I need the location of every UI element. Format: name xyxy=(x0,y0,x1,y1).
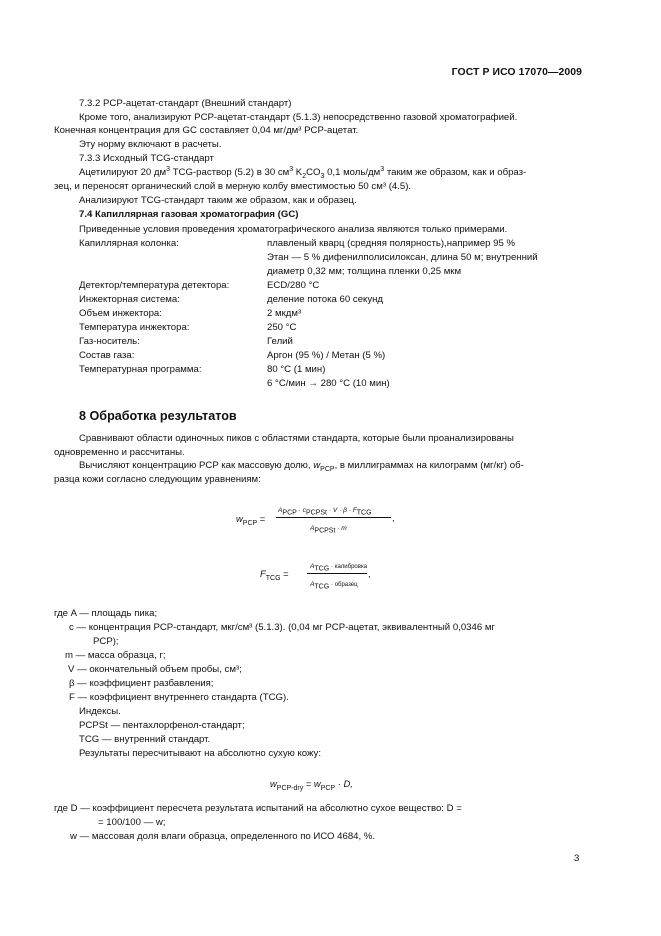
formula-1-denominator: $A_{PCPSt} \cdot m$ xyxy=(310,525,347,535)
def-c-line1: c — концентрация PCP-стандарт, мкг/см³ (5.1.3). (0,04 мг PCP-ацетат, эквивалентный 0,0346 мг xyxy=(69,622,495,633)
def-d-line1: где D — коэффициент пересчета результата испытаний на абсолютно сухое вещество: D = xyxy=(54,803,462,814)
section-8-para1-line2: одновременно и рассчитаны. xyxy=(54,447,185,458)
section-7-3-3-para1-line2: зец, и переносят органический слой в мерную колбу вместимостью 50 см³ (4.5). xyxy=(54,181,412,192)
indices-label: Индексы. xyxy=(79,706,121,717)
spec-label-injector-system: Инжекторная система: xyxy=(79,294,180,305)
spec-label-column: Капиллярная колонка: xyxy=(79,238,179,249)
spec-value-injector-temp: 250 °C xyxy=(267,322,297,333)
section-7-3-3-title: 7.3.3 Исходный TCG-стандарт xyxy=(79,153,214,164)
spec-value-detector: ECD/280 °C xyxy=(267,280,320,291)
spec-value-temp-program-cont: 6 °C/мин → 280 °C (10 мин) xyxy=(267,378,390,389)
def-tcg: TCG — внутренний стандарт. xyxy=(79,734,211,745)
section-7-3-3-para1-line1: Ацетилируют 20 $дм^3$ TCG-раствор (5.2) в 30 $см^3$ $K_2CO_3$ 0,1 моль/$дм^3$ таким же образом, как и образ- xyxy=(79,165,527,180)
formula-1-numerator: $A_{PCP} \cdot c_{PCPSt} \cdot V \cdot \beta \cdot F_{TCG}$ xyxy=(278,507,372,517)
formula-2-lhs: $F_{TCG}$ = xyxy=(260,568,289,582)
page-number: 3 xyxy=(574,853,580,864)
formula-1-fraction-bar xyxy=(276,517,391,518)
formula-1-comma: , xyxy=(392,512,395,523)
def-d-line2: = 100/100 — w; xyxy=(98,817,166,828)
document-header: ГОСТ Р ИСО 17070—2009 xyxy=(451,67,582,78)
spec-label-injector-temp: Температура инжектора: xyxy=(79,322,190,333)
formula-2-comma: , xyxy=(368,568,371,579)
spec-value-column-cont1: Этан — 5 % дифенилполисилоксан, длина 50 м; внутренний xyxy=(267,252,538,263)
section-7-3-2-line1: Кроме того, анализируют PCP-ацетат-стандарт (5.1.3) непосредственно газовой хроматографией. xyxy=(79,112,518,123)
spec-value-carrier-gas: Гелий xyxy=(267,336,293,347)
def-beta: β — коэффициент разбавления; xyxy=(69,678,214,689)
section-7-3-2-line3: Эту норму включают в расчеты. xyxy=(79,139,222,150)
spec-value-temp-program: 80 °C (1 мин) xyxy=(267,364,326,375)
def-v: V — окончательный объем пробы, см³; xyxy=(68,664,242,675)
spec-label-temp-program: Температурная программа: xyxy=(79,364,202,375)
spec-label-gas-composition: Состав газа: xyxy=(79,350,135,361)
section-8-para2-line1: Вычисляют концентрацию PCP как массовую долю, $w_{PCP}$, в миллиграммах на килограмм (мг/кг) об- xyxy=(79,460,524,473)
formula-2-numerator: $A_{TCG}$ · калибровка xyxy=(310,563,368,573)
section-8-title: 8 Обработка результатов xyxy=(79,409,237,423)
spec-label-injector-volume: Объем инжектора: xyxy=(79,308,162,319)
formula-2-denominator: $A_{TCG}$ · образец xyxy=(310,581,358,591)
spec-label-carrier-gas: Газ-носитель: xyxy=(79,336,140,347)
def-c-line2: PCP); xyxy=(93,636,119,647)
section-8-para1-line1: Сравнивают области одиночных пиков с областями стандарта, которые были проанализированы xyxy=(79,433,514,444)
recalc-text: Результаты пересчитывают на абсолютно сухую кожу: xyxy=(79,748,321,759)
spec-value-column: плавленый кварц (средняя полярность),например 95 % xyxy=(267,238,516,249)
section-7-4-title: 7.4 Капиллярная газовая хроматография (GC) xyxy=(79,209,299,220)
spec-value-column-cont2: диаметр 0,32 мм; толщина пленки 0,25 мкм xyxy=(267,266,462,277)
formula-1-lhs: $w_{PCP}$ = xyxy=(236,513,266,527)
section-7-3-2-line2: Конечная концентрация для GC составляет 0,04 мг/дм³ PCP-ацетат. xyxy=(54,125,359,136)
spec-value-gas-composition: Аргон (95 %) / Метан (5 %) xyxy=(267,350,386,361)
section-8-para2-line2: разца кожи согласно следующим уравнениям: xyxy=(54,474,261,485)
spec-value-injector-system: деление потока 60 секунд xyxy=(267,294,384,305)
def-m: m — масса образца, г; xyxy=(65,650,166,661)
formula-3: $w_{PCP-dry} = w_{PCP} \cdot D$, xyxy=(270,778,353,792)
def-f: F — коэффициент внутреннего стандарта (TCG). xyxy=(69,692,289,703)
section-7-3-3-para2: Анализируют TCG-стандарт таким же образом, как и образец. xyxy=(79,195,357,206)
spec-label-detector: Детектор/температура детектора: xyxy=(79,280,230,291)
formula-2-fraction-bar xyxy=(307,573,367,574)
section-7-3-2-title: 7.3.2 PCP-ацетат-стандарт (Внешний стандарт) xyxy=(79,98,292,109)
def-pcpst: PCPSt — пентахлорфенол-стандарт; xyxy=(79,720,245,731)
def-w: w — массовая доля влаги образца, определенного по ИСО 4684, %. xyxy=(70,831,376,842)
def-a: где A — площадь пика; xyxy=(54,608,158,619)
section-7-4-intro: Приведенные условия проведения хроматографического анализа являются только примерами. xyxy=(79,224,508,235)
spec-value-injector-volume: 2 мкдм³ xyxy=(267,308,302,319)
